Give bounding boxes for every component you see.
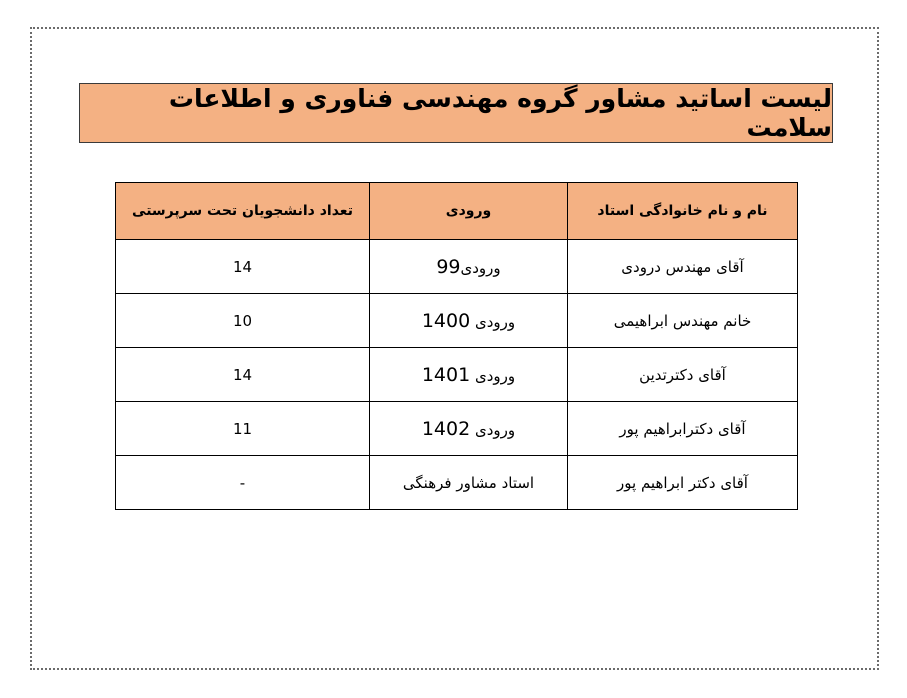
table-row — [116, 240, 798, 294]
cell-name: آقای مهندس درودی — [568, 240, 798, 294]
header-count: تعداد دانشجویان تحت سرپرستی — [116, 183, 370, 240]
entry-year: 1402 — [421, 417, 471, 440]
cell-count: - — [116, 456, 370, 510]
page-title: لیست اساتید مشاور گروه مهندسی فناوری و اطلاعات سلامت — [168, 84, 832, 142]
entry-word: ورودی — [474, 312, 516, 331]
entry-word: ورودی — [474, 366, 516, 385]
table-row — [116, 402, 798, 456]
entry-word: ورودی — [474, 420, 516, 439]
header-name: نام و نام خانوادگی استاد — [568, 183, 798, 240]
cell-name: آقای دکتر ابراهیم پور — [568, 456, 798, 510]
cell-name: آقای دکترتدین — [568, 348, 798, 402]
cell-name: آقای دکترابراهیم پور — [568, 402, 798, 456]
entry-year: 1401 — [421, 363, 471, 386]
cell-entry — [370, 348, 568, 402]
cell-count: 10 — [116, 294, 370, 348]
title-box — [79, 83, 833, 143]
cell-entry — [370, 240, 568, 294]
cell-count: 11 — [116, 402, 370, 456]
entry-year: 1400 — [421, 309, 471, 332]
cell-name: خانم مهندس ابراهیمی — [568, 294, 798, 348]
table-header-row — [116, 183, 798, 240]
cell-entry — [370, 402, 568, 456]
cell-count: 14 — [116, 240, 370, 294]
entry-word: ورودی — [460, 258, 501, 277]
advisors-table — [115, 182, 798, 510]
table-row — [116, 456, 798, 510]
table-row — [116, 294, 798, 348]
cell-count: 14 — [116, 348, 370, 402]
cell-entry: استاد مشاور فرهنگی — [370, 456, 568, 510]
entry-year: 99 — [436, 255, 461, 278]
table-row — [116, 348, 798, 402]
cell-entry — [370, 294, 568, 348]
header-entry: ورودی — [370, 183, 568, 240]
